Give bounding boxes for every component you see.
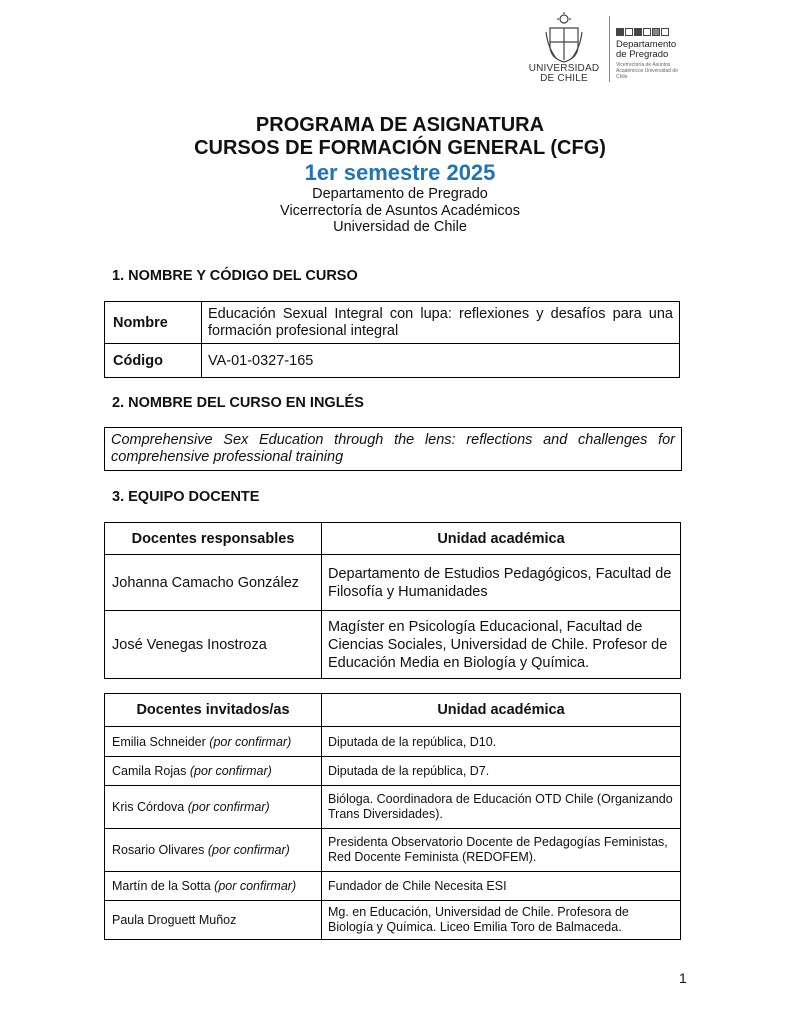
guest-name: Emilia Schneider (112, 734, 206, 749)
table-row (105, 302, 680, 344)
codigo-label: Código (105, 344, 202, 378)
document-header (0, 114, 800, 236)
guest-name: Kris Córdova (112, 800, 185, 814)
header-logos (524, 12, 684, 86)
university-crest-icon (544, 12, 584, 64)
teacher-name: Johanna Camacho González (105, 555, 322, 611)
responsible-teachers-table (104, 522, 681, 679)
table-row (105, 786, 681, 829)
guest-note: (por confirmar) (209, 734, 292, 749)
department-subtext: Vicerrectoría de Asuntos Académicos Universidad de Chile (616, 62, 678, 80)
table-row (105, 757, 681, 786)
course-name-table (104, 301, 680, 378)
table-row (105, 872, 681, 901)
english-name-value: Comprehensive Sex Education through the lens: reflections and challenges for comprehensive professional training (105, 428, 682, 471)
guest-note: (por confirmar) (207, 843, 290, 857)
guest-note: (por confirmar) (214, 879, 297, 893)
guest-name-cell (105, 786, 322, 829)
guest-unit: Presidenta Observatorio Docente de Pedagogías Feministas, Red Docente Feminista (REDOFEM). (322, 829, 681, 872)
subtitle-department: Departamento de Pregrado (312, 186, 488, 202)
unidad-header: Unidad académica (322, 694, 681, 727)
table-row (105, 555, 681, 611)
table-row (105, 727, 681, 757)
guest-name-cell (105, 872, 322, 901)
codigo-value: VA-01-0327-165 (202, 344, 680, 378)
unidad-header: Unidad académica (322, 523, 681, 555)
teacher-unit: Departamento de Estudios Pedagógicos, Facultad de Filosofía y Humanidades (322, 555, 681, 611)
guest-name-cell (105, 757, 322, 786)
table-row (105, 428, 682, 471)
guest-name: Rosario Olivares (112, 843, 205, 857)
responsables-header: Docentes responsables (105, 523, 322, 555)
guest-name: Paula Droguett Muñoz (112, 913, 237, 927)
table-row (105, 611, 681, 679)
table-row (105, 344, 680, 378)
title-line-2: CURSOS DE FORMACIÓN GENERAL (CFG) (194, 137, 606, 159)
invited-teachers-table (104, 693, 681, 940)
invitados-header: Docentes invitados/as (105, 694, 322, 727)
guest-note: (por confirmar) (189, 764, 272, 778)
semester-title: 1er semestre 2025 (304, 160, 496, 185)
section-2-title: 2. NOMBRE DEL CURSO EN INGLÉS (112, 395, 364, 411)
table-header-row (105, 523, 681, 555)
guest-unit: Diputada de la república, D10. (322, 727, 681, 757)
guest-name-cell (105, 727, 322, 757)
department-logo (616, 28, 686, 80)
guest-unit: Diputada de la república, D7. (322, 757, 681, 786)
english-name-table (104, 427, 682, 471)
guest-name-cell (105, 829, 322, 872)
guest-name-cell (105, 901, 322, 940)
section-3-title: 3. EQUIPO DOCENTE (112, 489, 260, 505)
logo-divider (609, 16, 610, 82)
department-squares-icon (616, 28, 686, 36)
nombre-value: Educación Sexual Integral con lupa: reflexiones y desafíos para una formación profesional integral (202, 302, 680, 344)
teacher-unit: Magíster en Psicología Educacional, Facultad de Ciencias Sociales, Universidad de Chile. Profesor de Educación Media en Biología y Química. (322, 611, 681, 679)
subtitle-vicerrectoria: Vicerrectoría de Asuntos Académicos (280, 202, 520, 219)
table-row (105, 829, 681, 872)
teacher-name: José Venegas Inostroza (105, 611, 322, 679)
guest-unit: Mg. en Educación, Universidad de Chile. Profesora de Biología y Química. Liceo Emilia Toro de Balmaceda. (322, 901, 681, 940)
guest-note: (por confirmar) (187, 800, 270, 814)
title-line-1: PROGRAMA DE ASIGNATURA (255, 114, 545, 136)
guest-unit: Bióloga. Coordinadora de Educación OTD Chile (Organizando Trans Diversidades). (322, 786, 681, 829)
nombre-label: Nombre (105, 302, 202, 344)
university-logo (524, 12, 604, 84)
subtitle-university: Universidad de Chile (333, 219, 467, 235)
table-row (105, 901, 681, 940)
university-name: UNIVERSIDAD DE CHILE (528, 63, 600, 84)
department-name: Departamento de Pregrado (616, 39, 677, 60)
page-number: 1 (679, 970, 687, 986)
guest-name: Martín de la Sotta (112, 879, 211, 893)
guest-unit: Fundador de Chile Necesita ESI (322, 872, 681, 901)
section-1-title: 1. NOMBRE Y CÓDIGO DEL CURSO (112, 268, 358, 284)
guest-name: Camila Rojas (112, 764, 187, 778)
table-header-row (105, 694, 681, 727)
